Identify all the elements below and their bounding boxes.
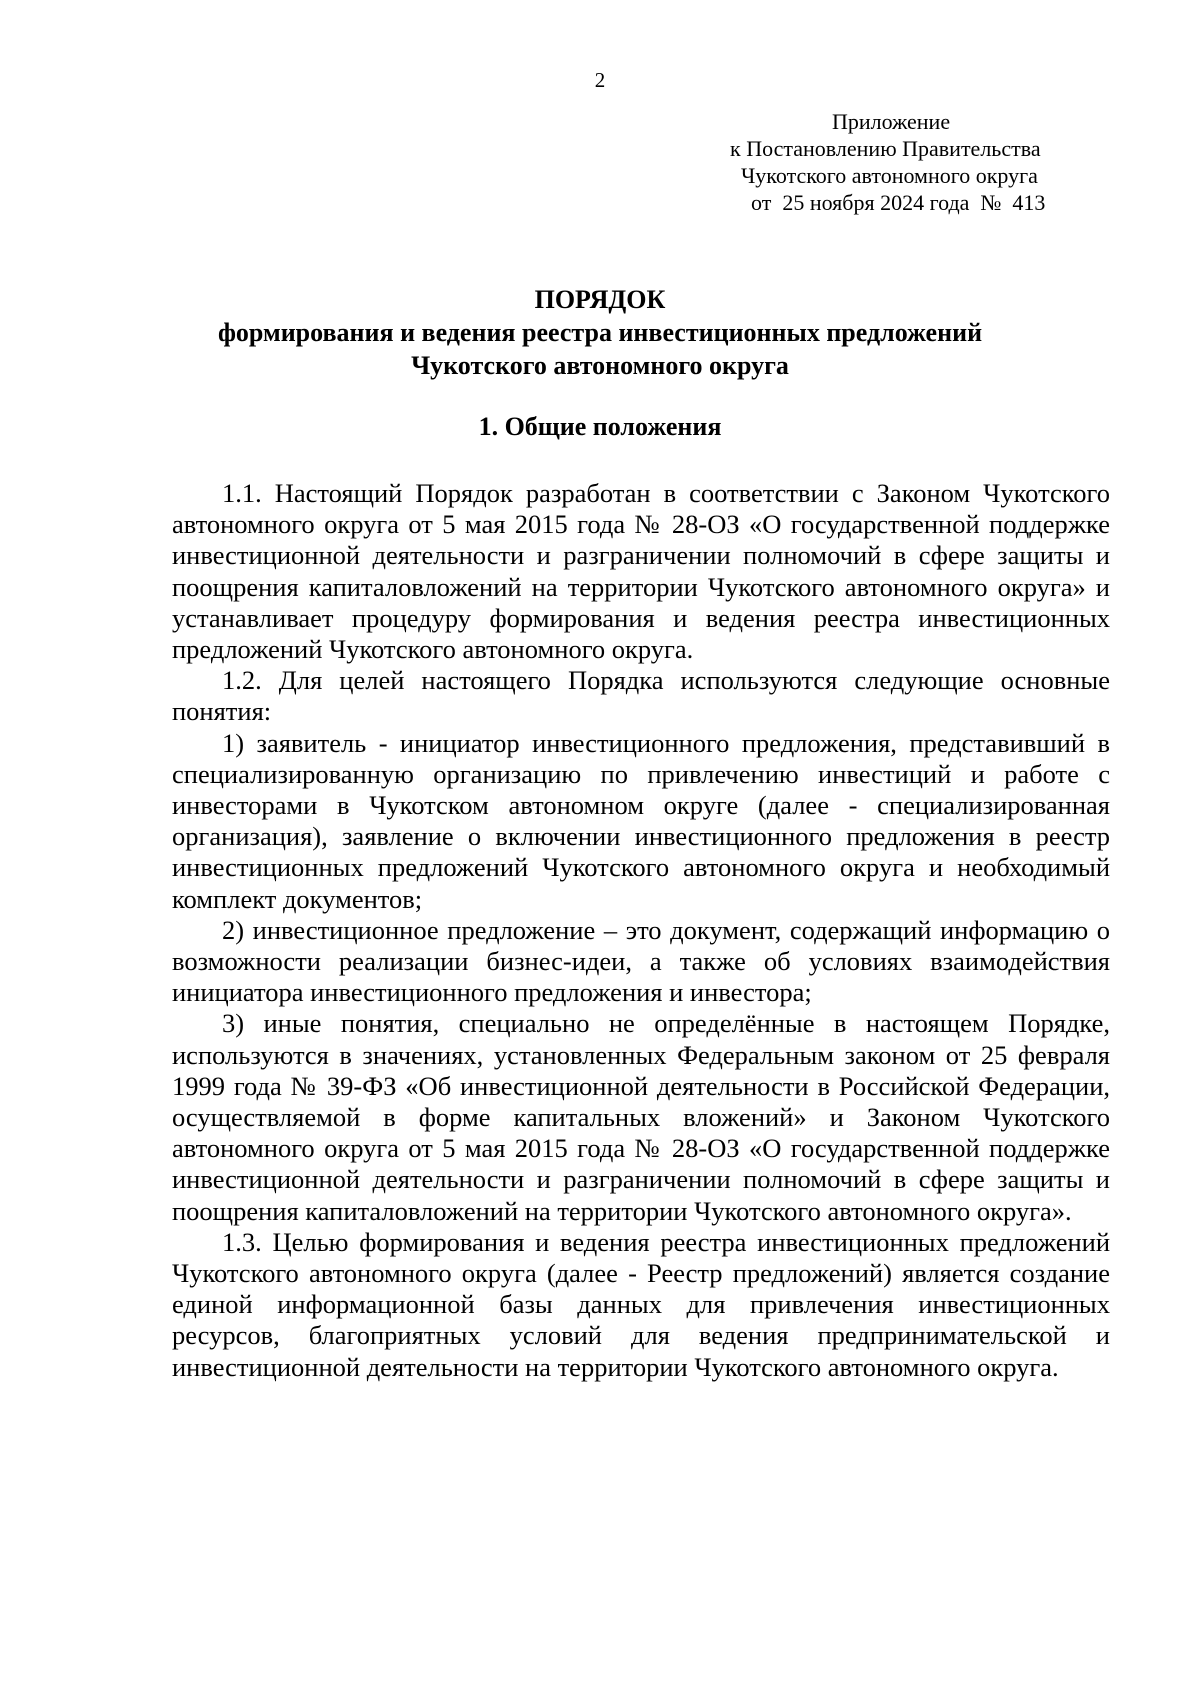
document-title	[0, 283, 1200, 382]
paragraph: 1.2. Для целей настоящего Порядка используются следующие основные понятия:	[172, 665, 1110, 727]
paragraph: 2) инвестиционное предложение – это документ, содержащий информацию о возможности реализации бизнес-идеи, а также об условиях взаимодействия инициатора инвестиционного предложения и инвестора;	[172, 914, 1110, 1008]
title-line: формирования и ведения реестра инвестиционных предложений	[217, 318, 983, 347]
section-body	[172, 478, 1110, 1383]
paragraph: 1.3. Целью формирования и ведения реестра инвестиционных предложений Чукотского автономного округа (далее - Реестр предложений) является создание единой информационной базы данных для привлечения инвестиционных ресурсов, благоприятных условий для ведения предпринимательской и инвестиционной деятельности на территории Чукотского автономного округа.	[172, 1226, 1110, 1382]
title-line: Чукотского автономного округа	[411, 351, 789, 380]
appendix-line: Чукотского автономного округа	[741, 163, 1038, 188]
section-heading: 1. Общие положения	[478, 412, 722, 441]
title-line: ПОРЯДОК	[534, 285, 666, 314]
appendix-line: от 25 ноября 2024 года № 413	[751, 190, 1046, 215]
paragraph: 1) заявитель - инициатор инвестиционного предложения, представивший в специализированную организацию по привлечению инвестиций и работе с инвесторами в Чукотском автономном округе (далее - специализированная организация), заявление о включении инвестиционного предложения в реестр инвестиционных предложений Чукотского автономного округа и необходимый комплект документов;	[172, 727, 1110, 914]
appendix-line: к Постановлению Правительства	[730, 136, 1041, 161]
appendix-line: Приложение	[832, 109, 951, 134]
paragraph: 1.1. Настоящий Порядок разработан в соответствии с Законом Чукотского автономного округа от 5 мая 2015 года № 28-ОЗ «О государственной поддержке инвестиционной деятельности и разграничении полномочий в сфере защиты и поощрения капиталовложений на территории Чукотского автономного округа» и устанавливает процедуру формирования и ведения реестра инвестиционных предложений Чукотского автономного округа.	[172, 478, 1110, 665]
page-number: 2	[594, 68, 606, 92]
appendix-block	[730, 108, 1130, 216]
paragraph: 3) иные понятия, специально не определённые в настоящем Порядке, используются в значениях, установленных Федеральным законом от 25 февраля 1999 года № 39-ФЗ «Об инвестиционной деятельности в Российской Федерации, осуществляемой в форме капитальных вложений» и Законом Чукотского автономного округа от 5 мая 2015 года № 28-ОЗ «О государственной поддержке инвестиционной деятельности и разграничении полномочий в сфере защиты и поощрения капиталовложений на территории Чукотского автономного округа».	[172, 1008, 1110, 1226]
